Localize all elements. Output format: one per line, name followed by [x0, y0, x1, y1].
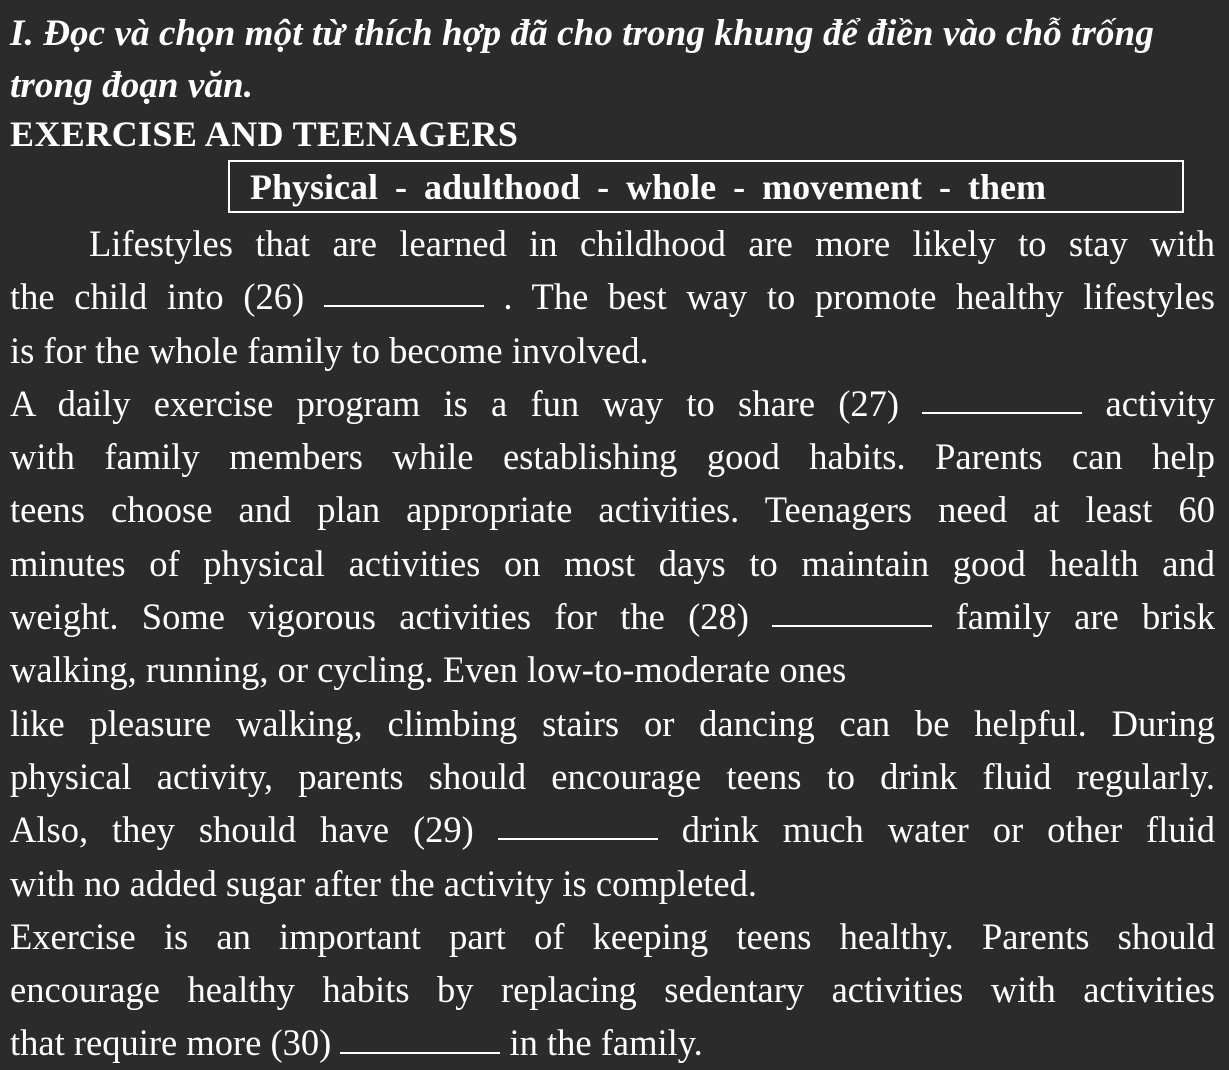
passage-line: Exercise is an important part of keeping teens healthy. Parents should — [10, 915, 1215, 957]
passage-line: teens choose and plan appropriate activities. Teenagers need at least 60 — [10, 489, 1215, 531]
passage-text: activity — [1105, 382, 1215, 424]
passage-line: with family members while establishing good habits. Parents can help — [10, 436, 1215, 478]
blank-29[interactable] — [498, 838, 658, 840]
word-separator: - — [395, 166, 408, 207]
passage-line: minutes of physical activities on most days to maintain good health and — [10, 542, 1215, 584]
passage-line: Lifestyles that are learned in childhood are more likely to stay with — [89, 223, 1215, 264]
word-separator: - — [597, 166, 610, 207]
word-separator: - — [939, 166, 952, 207]
passage-text: A daily exercise program is a fun way to share (27) — [10, 382, 900, 424]
passage-line: walking, running, or cycling. Even low-to-moderate ones — [10, 649, 847, 691]
blank-26[interactable] — [324, 305, 484, 307]
blank-27[interactable] — [922, 412, 1082, 414]
passage-body — [10, 217, 1215, 1070]
passage-line: like pleasure walking, climbing stairs or dancing can be helpful. During — [10, 702, 1215, 744]
passage-title: EXERCISE AND TEENAGERS — [10, 114, 519, 154]
passage-line — [10, 377, 1215, 430]
passage-text: Also, they should have (29) — [10, 809, 474, 851]
word-bank-item: adulthood — [424, 166, 581, 207]
passage-text: family are brisk — [955, 596, 1215, 638]
word-separator: - — [733, 166, 746, 207]
passage-text: in the family. — [509, 1022, 703, 1064]
passage-text: drink much water or other fluid — [681, 809, 1215, 851]
passage-line — [10, 590, 1215, 643]
passage-text: the child into (26) — [10, 276, 305, 318]
passage-line: physical activity, parents should encourage teens to drink fluid regularly. — [10, 755, 1215, 797]
word-bank-item: whole — [626, 166, 717, 207]
word-bank-item: movement — [762, 166, 923, 207]
passage-text: . The best way to promote healthy lifestyles — [503, 276, 1215, 318]
word-bank-box — [228, 160, 1184, 213]
word-bank-item: them — [968, 166, 1047, 207]
passage-line: is for the whole family to become involved. — [10, 329, 649, 371]
passage-line — [10, 1016, 1215, 1069]
passage-line: encourage healthy habits by replacing sedentary activities with activities — [10, 969, 1215, 1011]
passage-line — [10, 803, 1215, 856]
passage-line: with no added sugar after the activity is completed. — [10, 862, 758, 904]
instruction-heading: I. Đọc và chọn một từ thích hợp đã cho trong khung để điền vào chỗ trống trong đoạn văn. — [10, 13, 1154, 106]
blank-28[interactable] — [772, 625, 932, 627]
passage-line — [10, 270, 1215, 323]
passage-text: weight. Some vigorous activities for the (28) — [10, 596, 749, 638]
word-bank-item: Physical — [250, 166, 379, 207]
passage-text: that require more (30) — [10, 1022, 332, 1064]
blank-30[interactable] — [340, 1052, 500, 1054]
